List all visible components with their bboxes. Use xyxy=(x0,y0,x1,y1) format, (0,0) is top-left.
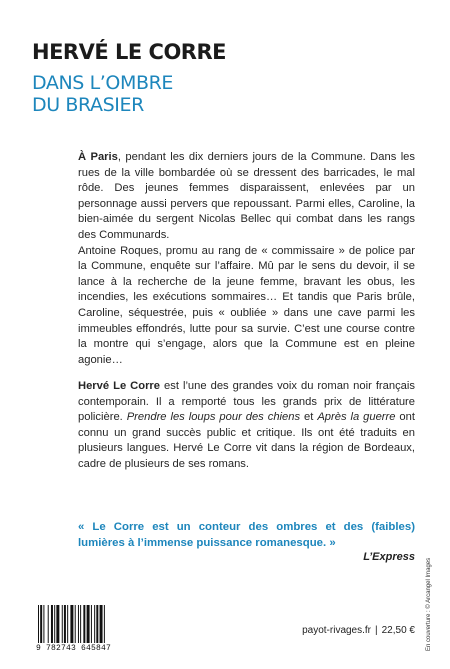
cover-credit: En couverture : © Arcangel Images xyxy=(426,557,432,651)
press-quote: « Le Corre est un conteur des ombres et des (faibles) lumières à l’immense puissance romanesque. » xyxy=(78,521,415,549)
title-line-2: DU BRASIER xyxy=(32,94,144,116)
bio-text-2: ont connu un grand succès public et critique. Ils ont été traduits en plusieurs langues. Hervé Le Corre vit dans la région de Bordeaux, cadre de plusieurs de ses romans. xyxy=(78,411,415,470)
barcode-icon xyxy=(36,605,136,643)
summary-paragraph-1 xyxy=(78,150,415,244)
barcode-number: 9 782743 645847 xyxy=(36,644,112,653)
bio-book-2: Après la guerre xyxy=(317,411,396,424)
bio-author-name: Hervé Le Corre xyxy=(78,380,161,392)
summary-lead: À Paris xyxy=(78,151,118,163)
author-bio xyxy=(78,379,415,473)
author-name: HERVÉ LE CORRE xyxy=(32,40,226,64)
summary-text-1: , pendant les dix derniers jours de la Commune. Dans les rues de la ville bombardée où se dressent des barricades, le mal rôde. Des jeunes femmes disparaissent, enlevées par un personnage aussi pervers que repoussant. Parmi elles, Caroline, la bien-aimée du sergent Nicolas Bellec qui combat dans les rangs des Communards. xyxy=(78,151,415,241)
publisher-website[interactable]: payot-rivages.fr xyxy=(302,625,372,636)
bio-book-1: Prendre les loups pour des chiens xyxy=(126,411,301,424)
bio-text-1: est l’une des grandes voix du roman noir français contemporain. Il a remporté tous les grands prix de littérature policière. xyxy=(78,380,415,424)
title-line-1: DANS L’OMBRE xyxy=(32,72,174,94)
footer xyxy=(302,625,415,636)
price: 22,50 € xyxy=(381,625,415,636)
press-quote-source: L’Express xyxy=(363,551,415,563)
book-summary xyxy=(78,150,415,368)
footer-separator: | xyxy=(375,625,378,636)
summary-paragraph-2: Antoine Roques, promu au rang de « commissaire » de police par la Commune, enquête sur l’affaire. Mû par le sens du devoir, il se lance à la recherche de la jeune femme, bravant les obus, les incendies, les exécutions sommaires… Et tandis que Paris brûle, Caroline, séquestrée, puis « oubliée » dans une cave parmi les immeubles effondrés, lutte pour sa survie. C’est une course contre la montre qui s’engage, alors que la Commune est en pleine agonie… xyxy=(78,244,415,366)
book-title xyxy=(32,72,173,116)
bio-and: et xyxy=(300,411,318,424)
